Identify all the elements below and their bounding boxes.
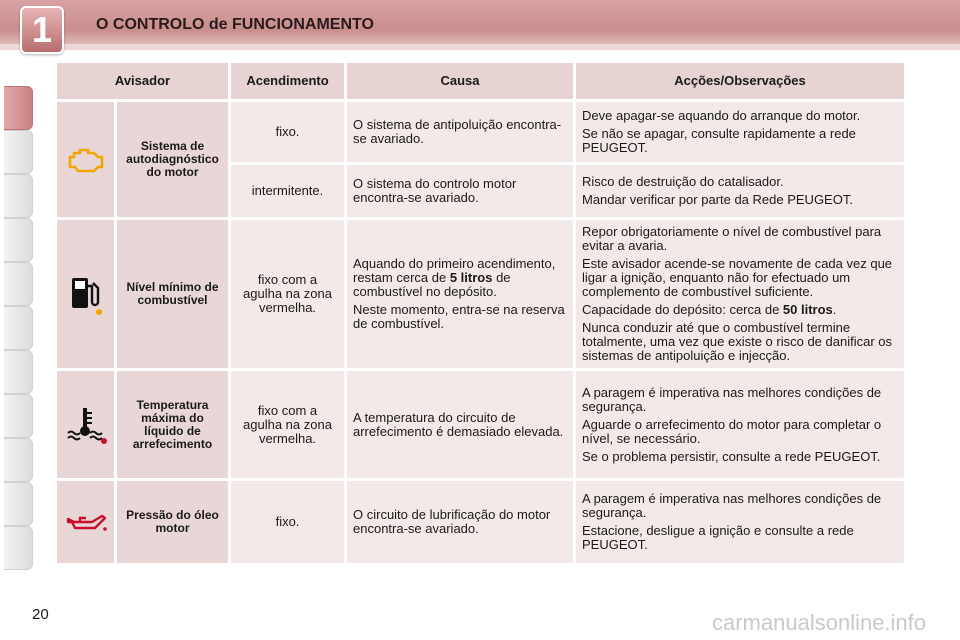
actions-coolant	[576, 371, 904, 478]
chapter-tab-rail	[0, 64, 36, 576]
action-text: Estacione, desligue a ignição e consulte a rede PEUGEOT.	[582, 523, 854, 552]
warning-name-oil: Pressão do óleo motor	[117, 481, 228, 563]
chapter-tab-2[interactable]	[4, 130, 33, 174]
header-warning: Avisador	[57, 63, 228, 99]
cause-coolant	[347, 371, 573, 478]
chapter-tab-3[interactable]	[4, 174, 33, 218]
action-text: Risco de destruição do catalisador.	[582, 174, 784, 189]
cause-text: O sistema de antipoluição encontra-se avariado.	[353, 117, 562, 146]
action-text: A paragem é imperativa nas melhores condições de segurança.	[582, 384, 882, 414]
cause-text-part: de combustível no depósito.	[353, 270, 511, 299]
warning-lights-table	[57, 63, 904, 563]
header-cause: Causa	[347, 63, 573, 99]
table-row-fuel	[57, 220, 904, 368]
cause-engine-flashing	[347, 165, 573, 217]
action-text: Repor obrigatoriamente o nível de combustível para evitar a avaria.	[582, 224, 882, 253]
header-strip	[0, 44, 960, 50]
action-text-part: Capacidade do depósito: cerca de	[582, 302, 783, 317]
actions-engine-fixed	[576, 102, 904, 162]
table-row-engine-diagnosis	[57, 102, 904, 217]
action-text: Se o problema persistir, consulte a rede PEUGEOT.	[582, 448, 881, 464]
action-text: Este avisador acende-se novamente de cada vez que ligar a ignição, enquanto não for efectuado um complemento de combustível suficiente.	[582, 256, 893, 299]
actions-fuel	[576, 220, 904, 368]
warning-name-coolant: Temperatura máxima do líquido de arrefecimento	[117, 371, 228, 478]
lighting-engine-flashing: intermitente.	[231, 165, 344, 217]
cause-engine-fixed	[347, 102, 573, 162]
chapter-tab-10[interactable]	[4, 482, 33, 526]
action-text	[582, 303, 898, 317]
chapter-tab-7[interactable]	[4, 350, 33, 394]
action-text: Nunca conduzir até que o combustível termine totalmente, uma vez que existe o risco de danificar os sistemas de antipoluição e injecção.	[582, 320, 892, 363]
actions-oil	[576, 481, 904, 563]
cause-text: O circuito de lubrificação do motor encontra-se avariado.	[353, 507, 551, 536]
cause-text-part: Aquando do primeiro acendimento, restam cerca de	[353, 256, 556, 285]
fuel-reserve-amount: 5 litros	[449, 270, 493, 285]
page-title: O CONTROLO de FUNCIONAMENTO	[96, 16, 374, 33]
action-text: Deve apagar-se aquando do arranque do motor.	[582, 108, 861, 123]
coolant-temperature-icon	[57, 371, 114, 478]
action-text-part: .	[832, 302, 837, 317]
actions-engine-flashing	[576, 165, 904, 217]
chapter-tab-4[interactable]	[4, 218, 33, 262]
table-row-oil-pressure	[57, 481, 904, 563]
cause-oil	[347, 481, 573, 563]
lighting-engine-fixed: fixo.	[231, 102, 344, 162]
lighting-oil: fixo.	[231, 481, 344, 563]
chapter-tab-5[interactable]	[4, 262, 33, 306]
table-row-coolant	[57, 371, 904, 478]
engine-check-icon	[57, 102, 114, 217]
chapter-tab-11[interactable]	[4, 526, 33, 570]
lighting-fuel: fixo com a agulha na zona vermelha.	[231, 220, 344, 368]
chapter-tab-6[interactable]	[4, 306, 33, 350]
fuel-pump-icon	[57, 220, 114, 368]
cause-text: Neste momento, entra-se na reserva de combustível.	[353, 302, 565, 331]
header-actions: Acções/Observações	[576, 63, 904, 99]
oil-can-icon	[57, 481, 114, 563]
action-text: Mandar verificar por parte da Rede PEUGEOT.	[582, 192, 853, 207]
action-text: Aguarde o arrefecimento do motor para completar o nível, se necessário.	[582, 416, 882, 446]
cause-text	[353, 257, 567, 299]
cause-fuel	[347, 220, 573, 368]
page-number: 20	[32, 606, 49, 623]
chapter-badge[interactable]: 1	[20, 6, 64, 54]
cause-text: O sistema do controlo motor encontra-se avariado.	[353, 176, 517, 205]
tank-capacity: 50 litros	[782, 302, 833, 317]
table-header-row	[57, 63, 904, 99]
cause-text: A temperatura do circuito de arrefecimento é demasiado elevada.	[353, 409, 564, 439]
chapter-tab-8[interactable]	[4, 394, 33, 438]
action-text: Se não se apagar, consulte rapidamente a rede PEUGEOT.	[582, 126, 856, 155]
header-lighting: Acendimento	[231, 63, 344, 99]
chapter-tab-1[interactable]	[4, 86, 33, 130]
warning-name-engine: Sistema de autodiagnóstico do motor	[117, 102, 228, 217]
chapter-tab-9[interactable]	[4, 438, 33, 482]
lighting-coolant: fixo com a agulha na zona vermelha.	[231, 371, 344, 478]
action-text: A paragem é imperativa nas melhores condições de segurança.	[582, 491, 882, 520]
warning-name-fuel: Nível mínimo de combustível	[117, 220, 228, 368]
watermark[interactable]: carmanualsonline.info	[712, 610, 927, 635]
